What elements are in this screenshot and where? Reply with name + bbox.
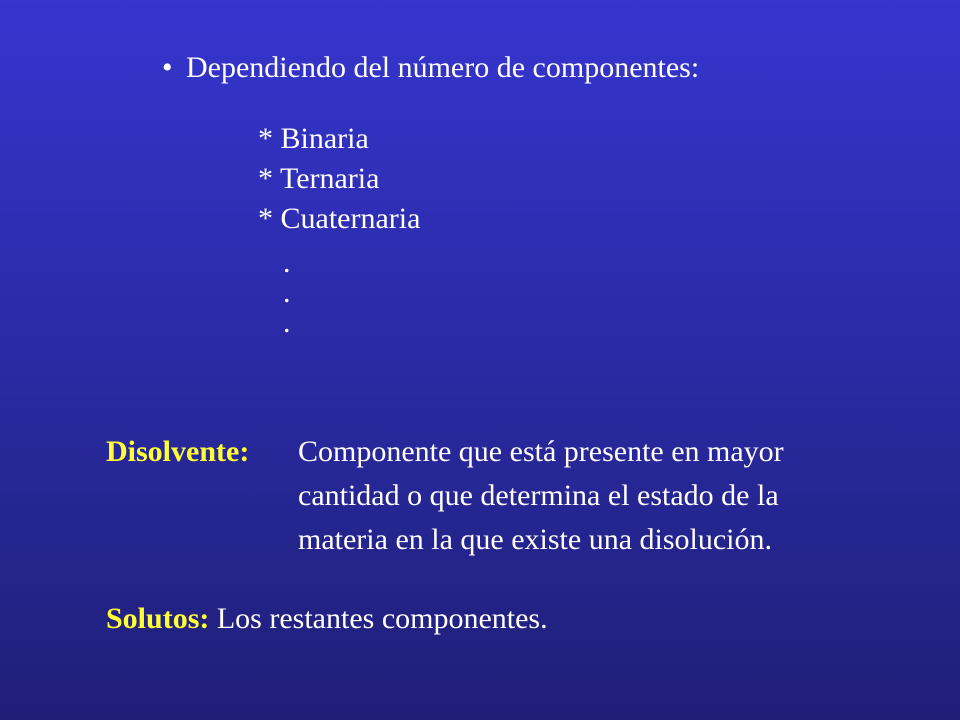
solutos-line: [106, 597, 548, 641]
list-item-ternaria: * Ternaria: [258, 162, 380, 195]
bullet-icon: •: [162, 51, 173, 84]
definition-line: materia en la que existe una disolución.: [298, 523, 773, 556]
definition-line: Componente que está presente en mayor: [298, 435, 784, 468]
solutos-term: Solutos:: [106, 602, 210, 635]
component-types-list: [258, 119, 420, 239]
bullet-heading: [162, 50, 699, 86]
disolvente-definition: [298, 430, 898, 562]
list-item-cuaternaria: * Cuaternaria: [258, 202, 421, 235]
continuation-dots: [283, 248, 291, 338]
heading-text: Dependiendo del número de componentes:: [186, 51, 700, 84]
solutos-definition: Los restantes componentes.: [209, 602, 548, 635]
dot: .: [283, 276, 291, 309]
dot: .: [283, 246, 291, 279]
disolvente-term: Disolvente:: [106, 435, 250, 468]
dot: .: [283, 306, 291, 339]
list-item-binaria: * Binaria: [258, 122, 369, 155]
definition-line: cantidad o que determina el estado de la: [298, 479, 779, 512]
